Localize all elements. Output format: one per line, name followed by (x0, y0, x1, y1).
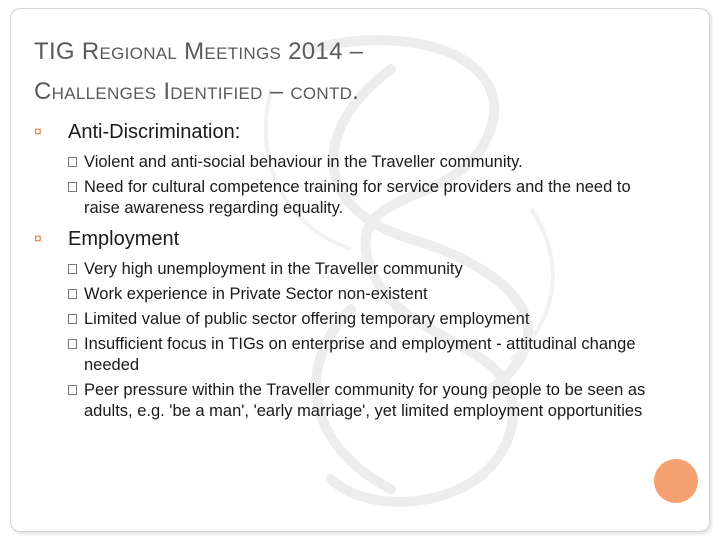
list-item-text: Insufficient focus in TIGs on enterprise and employment - attitudinal change needed (84, 335, 636, 374)
list-item (34, 334, 664, 376)
heading-text: Employment (68, 228, 180, 250)
heading-text: Anti-Discrimination: (68, 121, 241, 143)
accent-circle (654, 459, 698, 503)
checkbox-bullet-icon (68, 157, 77, 167)
section-anti-discrimination (34, 118, 664, 219)
checkbox-bullet-icon (68, 264, 77, 274)
list-item (34, 284, 664, 305)
title-line-1: TIG Regional Meetings 2014 – (34, 38, 364, 65)
list-item (34, 259, 664, 280)
list-item (34, 309, 664, 330)
list-item-text: Peer pressure within the Traveller community for young people to be seen as adults, e.g. 'be a man', 'early marriage', yet limited employment opportunities (84, 381, 646, 420)
checkbox-bullet-icon (68, 385, 77, 395)
section-employment (34, 225, 664, 422)
list-item-text: Work experience in Private Sector non-existent (84, 285, 428, 303)
checkbox-bullet-icon (68, 289, 77, 299)
slide-content (34, 118, 664, 428)
page-title (34, 32, 634, 112)
section-heading (34, 225, 664, 253)
bullet-icon: ¤ (34, 123, 42, 139)
checkbox-bullet-icon (68, 314, 77, 324)
list-item (34, 177, 664, 219)
title-line-2: Challenges Identified – contd. (34, 78, 360, 105)
list-item (34, 380, 664, 422)
checkbox-bullet-icon (68, 182, 77, 192)
list-item-text: Limited value of public sector offering temporary employment (84, 310, 530, 328)
checkbox-bullet-icon (68, 339, 77, 349)
list-item (34, 152, 664, 173)
list-item-text: Violent and anti-social behaviour in the Traveller community. (84, 153, 523, 171)
section-heading (34, 118, 664, 146)
bullet-icon: ¤ (34, 230, 42, 246)
list-item-text: Very high unemployment in the Traveller community (84, 260, 463, 278)
list-item-text: Need for cultural competence training for service providers and the need to raise awareness regarding equality. (84, 178, 631, 217)
